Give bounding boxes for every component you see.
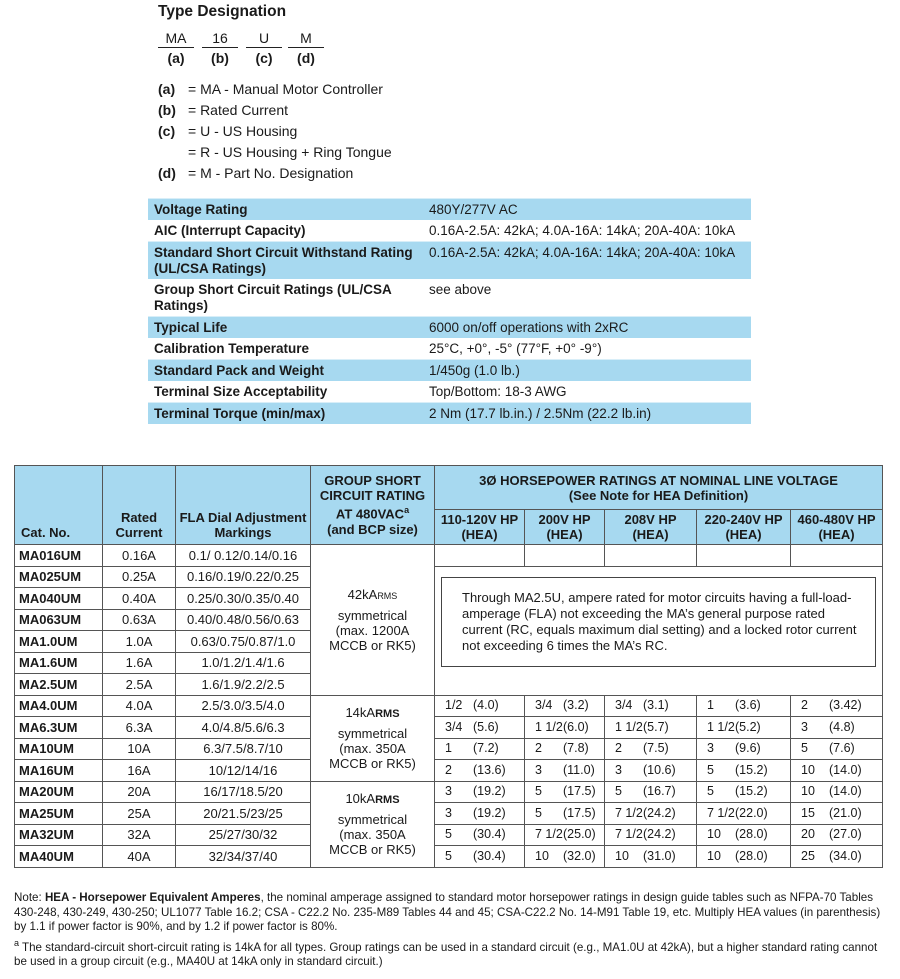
cat-no: MA016UM <box>15 545 103 567</box>
hp-cell <box>697 760 791 782</box>
hp-value: 5 <box>445 827 452 842</box>
legend-key: (b) <box>158 102 176 118</box>
spec-value: see above <box>429 282 492 297</box>
cat-no: MA25UM <box>15 803 103 825</box>
hp-cell <box>791 738 883 760</box>
spec-row <box>148 381 751 403</box>
hp-cell <box>525 781 605 803</box>
hp-cell-empty <box>697 545 791 567</box>
rated-current: 0.25A <box>103 566 176 588</box>
rated-current: 16A <box>103 760 176 782</box>
fla-markings: 0.63/0.75/0.87/1.0 <box>176 631 311 653</box>
hp-value: 7 1/2 <box>707 805 735 820</box>
hea-value: (14.0) <box>829 784 862 799</box>
table-row <box>15 781 883 803</box>
legend-row <box>158 101 288 119</box>
table-row <box>15 846 883 868</box>
hea-value: (28.0) <box>735 827 768 842</box>
hea-value: (17.5) <box>563 805 596 820</box>
group-rating-value: 14kA <box>345 705 376 720</box>
hea-value: (15.2) <box>735 762 768 777</box>
type-code-segment: M <box>288 29 324 48</box>
hea-value: (19.2) <box>473 805 506 820</box>
hp-cell <box>605 824 697 846</box>
rated-current: 1.0A <box>103 631 176 653</box>
hea-value: (30.4) <box>473 827 506 842</box>
cat-no: MA32UM <box>15 824 103 846</box>
header-hp-subtitle: (See Note for HEA Definition) <box>568 487 749 503</box>
hea-value: (16.7) <box>643 784 676 799</box>
hp-cell-empty <box>605 545 697 567</box>
fla-markings: 1.0/1.2/1.4/1.6 <box>176 652 311 674</box>
hp-value: 5 <box>535 805 542 820</box>
hp-cell <box>525 846 605 868</box>
header-hp-title: 3Ø HORSEPOWER RATINGS AT NOMINAL LINE VOLTAGE <box>479 472 838 488</box>
header-voltage: 200V HP (HEA) <box>525 510 605 545</box>
table-row <box>15 803 883 825</box>
fla-markings: 32/34/37/40 <box>176 846 311 868</box>
spec-label: Calibration Temperature <box>154 341 310 356</box>
hp-cell <box>791 803 883 825</box>
hp-cell <box>697 738 791 760</box>
hp-value: 5 <box>801 741 808 756</box>
hp-cell <box>697 846 791 868</box>
legend-key: (c) <box>158 123 176 139</box>
hp-cell <box>435 738 525 760</box>
fla-markings: 25/27/30/32 <box>176 824 311 846</box>
hp-cell <box>697 781 791 803</box>
hp-cell <box>791 781 883 803</box>
table-row <box>15 824 883 846</box>
hea-value: (5.7) <box>643 719 669 734</box>
legend-text: = MA - Manual Motor Controller <box>188 81 383 97</box>
fla-markings: 1.6/1.9/2.2/2.5 <box>176 674 311 696</box>
rated-current: 25A <box>103 803 176 825</box>
rated-current: 0.63A <box>103 609 176 631</box>
fla-markings: 0.1/ 0.12/0.14/0.16 <box>176 545 311 567</box>
hp-value: 3 <box>535 762 542 777</box>
hp-cell <box>791 695 883 717</box>
footnote-a-mark: a <box>14 938 20 948</box>
rated-current: 20A <box>103 781 176 803</box>
hea-value: (4.0) <box>473 698 499 713</box>
hea-value: (19.2) <box>473 784 506 799</box>
header-rated-current: Rated Current <box>103 466 176 545</box>
type-code-label: (d) <box>297 50 315 66</box>
hp-cell <box>605 695 697 717</box>
hea-value: (28.0) <box>735 848 768 863</box>
group-rating-cell <box>311 695 435 781</box>
hp-cell-empty <box>435 545 525 567</box>
spec-row <box>148 403 751 425</box>
hp-cell <box>791 717 883 739</box>
cat-no: MA2.5UM <box>15 674 103 696</box>
hea-note-text: , the nominal amperage assigned to standard motor horsepower ratings in design guide tables such as NFPA-70 Tables 430-248, 430-249, 430-250; UL1077 Table 16.2; CSA - C22.2 No. 235-M89 Tables 44 and 45; CSA-C22.2 No. 14-M91 Table 19, etc. Multiply HEA values (in parenthesis) by 1.1 if power factor is 90%, and by 1.2 if power factor is 80%. <box>14 891 881 933</box>
type-code-segment: MA <box>158 29 194 48</box>
hp-value: 3 <box>707 741 714 756</box>
spec-value: 25°C, +0°, -5° (77°F, +0° -9°) <box>429 341 602 356</box>
hp-cell <box>605 760 697 782</box>
spec-row <box>148 338 751 360</box>
rated-current: 6.3A <box>103 717 176 739</box>
hp-cell <box>525 760 605 782</box>
hp-cell <box>605 717 697 739</box>
hp-value: 2 <box>445 762 452 777</box>
fla-markings: 4.0/4.8/5.6/6.3 <box>176 717 311 739</box>
hea-note-prefix: Note: <box>14 891 45 904</box>
hp-value: 3/4 <box>445 719 463 734</box>
type-code-label: (a) <box>167 50 185 66</box>
hp-value: 3 <box>615 762 622 777</box>
header-group-rating <box>311 466 435 545</box>
spec-label: Voltage Rating <box>148 199 423 221</box>
hea-value: (11.0) <box>563 762 595 777</box>
hp-value: 3/4 <box>535 698 553 713</box>
hp-value: 20 <box>801 827 815 842</box>
type-code-segment: 16 <box>202 29 238 48</box>
cat-no: MA16UM <box>15 760 103 782</box>
hp-value: 2 <box>801 698 808 713</box>
spec-row <box>148 279 751 317</box>
legend-row <box>158 80 383 98</box>
hea-value: (14.0) <box>829 762 862 777</box>
hp-value: 7 1/2 <box>535 827 563 842</box>
legend-row <box>158 164 353 182</box>
rated-current: 2.5A <box>103 674 176 696</box>
spec-value: 480Y/277V AC <box>423 199 751 221</box>
header-voltage: 220-240V HP (HEA) <box>697 510 791 545</box>
fla-markings: 10/12/14/16 <box>176 760 311 782</box>
note-box-cell <box>435 566 883 695</box>
group-rating-cell <box>311 545 435 696</box>
type-designation-title: Type Designation <box>158 3 287 20</box>
legend-text: = Rated Current <box>188 102 288 118</box>
hea-value: (7.6) <box>829 741 855 756</box>
group-rating-cell <box>311 781 435 867</box>
hp-value: 3 <box>801 719 808 734</box>
fla-markings: 2.5/3.0/3.5/4.0 <box>176 695 311 717</box>
cat-no: MA4.0UM <box>15 695 103 717</box>
header-group-footnote-mark: a <box>404 505 410 516</box>
rated-current: 4.0A <box>103 695 176 717</box>
hea-value: (7.5) <box>643 741 669 756</box>
legend-text: = R - US Housing + Ring Tongue <box>188 144 392 160</box>
table-row <box>15 545 883 567</box>
spec-row <box>148 360 751 382</box>
hp-value: 5 <box>445 848 452 863</box>
spec-row <box>148 317 751 339</box>
cat-no: MA025UM <box>15 566 103 588</box>
hp-value: 3 <box>445 805 452 820</box>
spec-label: Standard Pack and Weight <box>148 360 423 382</box>
header-group-bcp: (and BCP size) <box>327 521 418 537</box>
hp-cell-empty <box>791 545 883 567</box>
hp-value: 5 <box>535 784 542 799</box>
hp-value: 25 <box>801 848 815 863</box>
spec-label: Typical Life <box>148 317 423 339</box>
note-box: Through MA2.5U, ampere rated for motor circuits having a full-load-amperage (FLA) not exceeding the MA’s general purpose rated current (RC, equals maximum dial setting) and a locked rotor current not exceeding 6 times the MA’s RC. <box>441 577 876 667</box>
spec-value: 0.16A-2.5A: 42kA; 4.0A-16A: 14kA; 20A-40A: 10kA <box>423 242 751 280</box>
spec-value: 1/450g (1.0 lb.) <box>423 360 751 382</box>
hea-value: (13.6) <box>473 762 506 777</box>
group-rating-desc: symmetrical (max. 350A MCCB or RK5) <box>329 812 416 857</box>
hp-cell <box>435 781 525 803</box>
hp-value: 10 <box>801 784 815 799</box>
table-row <box>15 738 883 760</box>
table-row <box>15 566 883 588</box>
hp-value: 5 <box>615 784 622 799</box>
spec-label: Terminal Torque (min/max) <box>148 403 423 425</box>
hp-value: 10 <box>801 762 815 777</box>
header-voltage: 208V HP (HEA) <box>605 510 697 545</box>
hea-value: (24.2) <box>643 805 676 820</box>
hp-cell <box>435 695 525 717</box>
hea-value: (7.8) <box>563 741 589 756</box>
hea-value: (15.2) <box>735 784 768 799</box>
legend-row <box>158 143 392 161</box>
spec-label: AIC (Interrupt Capacity) <box>154 223 306 238</box>
legend-text: = U - US Housing <box>188 123 298 139</box>
spec-value: 2 Nm (17.7 lb.in.) / 2.5Nm (22.2 lb.in) <box>423 403 751 425</box>
table-row <box>15 695 883 717</box>
rated-current: 0.40A <box>103 588 176 610</box>
hea-value: (31.0) <box>643 848 676 863</box>
fla-markings: 0.16/0.19/0.22/0.25 <box>176 566 311 588</box>
hp-cell <box>435 824 525 846</box>
rated-current: 40A <box>103 846 176 868</box>
hea-value: (9.6) <box>735 741 761 756</box>
hea-value: (3.42) <box>829 698 862 713</box>
spec-row <box>148 242 751 280</box>
fla-markings: 20/21.5/23/25 <box>176 803 311 825</box>
hea-note-term: HEA - Horsepower Equivalent Amperes <box>44 891 261 904</box>
hp-value: 7 1/2 <box>615 827 643 842</box>
hp-cell <box>605 738 697 760</box>
hp-value: 3 <box>445 784 452 799</box>
hea-value: (34.0) <box>829 848 862 863</box>
hp-cell <box>697 717 791 739</box>
cat-no: MA40UM <box>15 846 103 868</box>
header-voltage: 460-480V HP (HEA) <box>791 510 883 545</box>
type-code-label: (c) <box>255 50 273 66</box>
hp-cell <box>605 846 697 868</box>
hp-cell <box>435 717 525 739</box>
spec-table <box>148 198 751 424</box>
hp-cell <box>525 803 605 825</box>
rated-current: 10A <box>103 738 176 760</box>
legend-row <box>158 122 297 140</box>
hp-cell <box>697 824 791 846</box>
hp-cell <box>525 738 605 760</box>
cat-no: MA040UM <box>15 588 103 610</box>
hea-value: (30.4) <box>473 848 506 863</box>
hea-value: (3.6) <box>735 698 761 713</box>
hp-value: 2 <box>615 741 622 756</box>
hea-value: (17.5) <box>563 784 596 799</box>
table-row <box>15 717 883 739</box>
hp-value: 10 <box>535 848 549 863</box>
hea-value: (22.0) <box>735 805 768 820</box>
hea-value: (3.1) <box>643 698 669 713</box>
hp-value: 5 <box>707 762 714 777</box>
group-rating-desc: symmetrical (max. 1200A MCCB or RK5) <box>329 607 416 653</box>
hea-value: (32.0) <box>563 848 596 863</box>
fla-markings: 6.3/7.5/8.7/10 <box>176 738 311 760</box>
type-code-label: (b) <box>211 50 229 66</box>
cat-no: MA10UM <box>15 738 103 760</box>
hea-value: (7.2) <box>473 741 499 756</box>
hp-cell <box>435 846 525 868</box>
hea-value: (5.6) <box>473 719 499 734</box>
hp-cell <box>791 824 883 846</box>
spec-value: Top/Bottom: 18-3 AWG <box>429 384 567 399</box>
legend-key: (a) <box>158 81 176 97</box>
hp-value: 1 1/2 <box>707 719 735 734</box>
hp-value: 10 <box>707 827 721 842</box>
cat-no: MA063UM <box>15 609 103 631</box>
ratings-table <box>14 465 883 868</box>
hp-cell <box>605 781 697 803</box>
hea-value: (25.0) <box>563 827 596 842</box>
hea-note <box>14 891 886 935</box>
hp-value: 1 <box>445 741 452 756</box>
group-rating-rms: RMS <box>375 794 400 806</box>
rated-current: 32A <box>103 824 176 846</box>
hea-value: (6.0) <box>563 719 589 734</box>
hp-cell <box>605 803 697 825</box>
hp-cell <box>697 695 791 717</box>
spec-label: Standard Short Circuit Withstand Rating (UL/CSA Ratings) <box>148 242 423 280</box>
hp-cell <box>791 846 883 868</box>
hp-value: 15 <box>801 805 815 820</box>
group-rating-desc: symmetrical (max. 350A MCCB or RK5) <box>329 726 416 771</box>
hea-value: (21.0) <box>829 805 862 820</box>
header-group-rating-text: GROUP SHORT CIRCUIT RATING AT 480VAC <box>319 473 426 522</box>
hp-cell <box>525 717 605 739</box>
fla-markings: 0.40/0.48/0.56/0.63 <box>176 609 311 631</box>
hp-cell <box>697 803 791 825</box>
hp-cell <box>435 803 525 825</box>
hp-value: 1 1/2 <box>535 719 563 734</box>
header-cat-no: Cat. No. <box>15 466 103 545</box>
hea-value: (5.2) <box>735 719 761 734</box>
cat-no: MA6.3UM <box>15 717 103 739</box>
fla-markings: 16/17/18.5/20 <box>176 781 311 803</box>
hea-value: (3.2) <box>563 698 589 713</box>
hp-value: 2 <box>535 741 542 756</box>
spec-row <box>148 220 751 242</box>
footnote-a-text: The standard-circuit short-circuit rating is 14kA for all types. Group ratings can be used in a standard circuit (e.g., MA1.0U at 42kA), but a higher standard rating cannot be used in a group circuit (e.g., MA40U at 14kA only in standard circuit.) <box>14 940 878 969</box>
hp-value: 10 <box>707 848 721 863</box>
spec-value: 6000 on/off operations with 2xRC <box>423 317 751 339</box>
hp-cell <box>435 760 525 782</box>
group-rating-value: 42kA <box>347 586 378 602</box>
hp-value: 5 <box>707 784 714 799</box>
spec-label: Terminal Size Acceptability <box>154 384 328 399</box>
hea-value: (27.0) <box>829 827 862 842</box>
hp-value: 7 1/2 <box>615 805 643 820</box>
rated-current: 0.16A <box>103 545 176 567</box>
hp-value: 1/2 <box>445 698 463 713</box>
cat-no: MA1.0UM <box>15 631 103 653</box>
hp-cell-empty <box>525 545 605 567</box>
hea-value: (10.6) <box>643 762 676 777</box>
spec-value: 0.16A-2.5A: 42kA; 4.0A-16A: 14kA; 20A-40A: 10kA <box>429 223 736 238</box>
type-code-segment: U <box>246 29 282 48</box>
hea-value: (4.8) <box>829 719 855 734</box>
group-rating-rms: RMS <box>375 708 400 720</box>
hp-cell <box>525 695 605 717</box>
legend-key: (d) <box>158 165 176 181</box>
spec-label: Group Short Circuit Ratings (UL/CSA Ratings) <box>154 282 392 313</box>
hea-value: (24.2) <box>643 827 676 842</box>
rated-current: 1.6A <box>103 652 176 674</box>
group-rating-value: 10kA <box>345 791 376 806</box>
header-hp <box>435 466 883 510</box>
cat-no: MA1.6UM <box>15 652 103 674</box>
hp-value: 1 1/2 <box>615 719 643 734</box>
hp-value: 10 <box>615 848 629 863</box>
group-rating-rms: RMS <box>377 590 398 601</box>
hp-value: 3/4 <box>615 698 633 713</box>
header-fla: FLA Dial Adjustment Markings <box>176 466 311 545</box>
footnote-a <box>14 936 886 970</box>
legend-text: = M - Part No. Designation <box>188 165 354 181</box>
fla-markings: 0.25/0.30/0.35/0.40 <box>176 588 311 610</box>
table-row <box>15 760 883 782</box>
hp-value: 1 <box>707 698 714 713</box>
hp-cell <box>525 824 605 846</box>
spec-row <box>148 199 751 221</box>
hp-cell <box>791 760 883 782</box>
header-voltage: 110-120V HP (HEA) <box>435 510 525 545</box>
cat-no: MA20UM <box>15 781 103 803</box>
